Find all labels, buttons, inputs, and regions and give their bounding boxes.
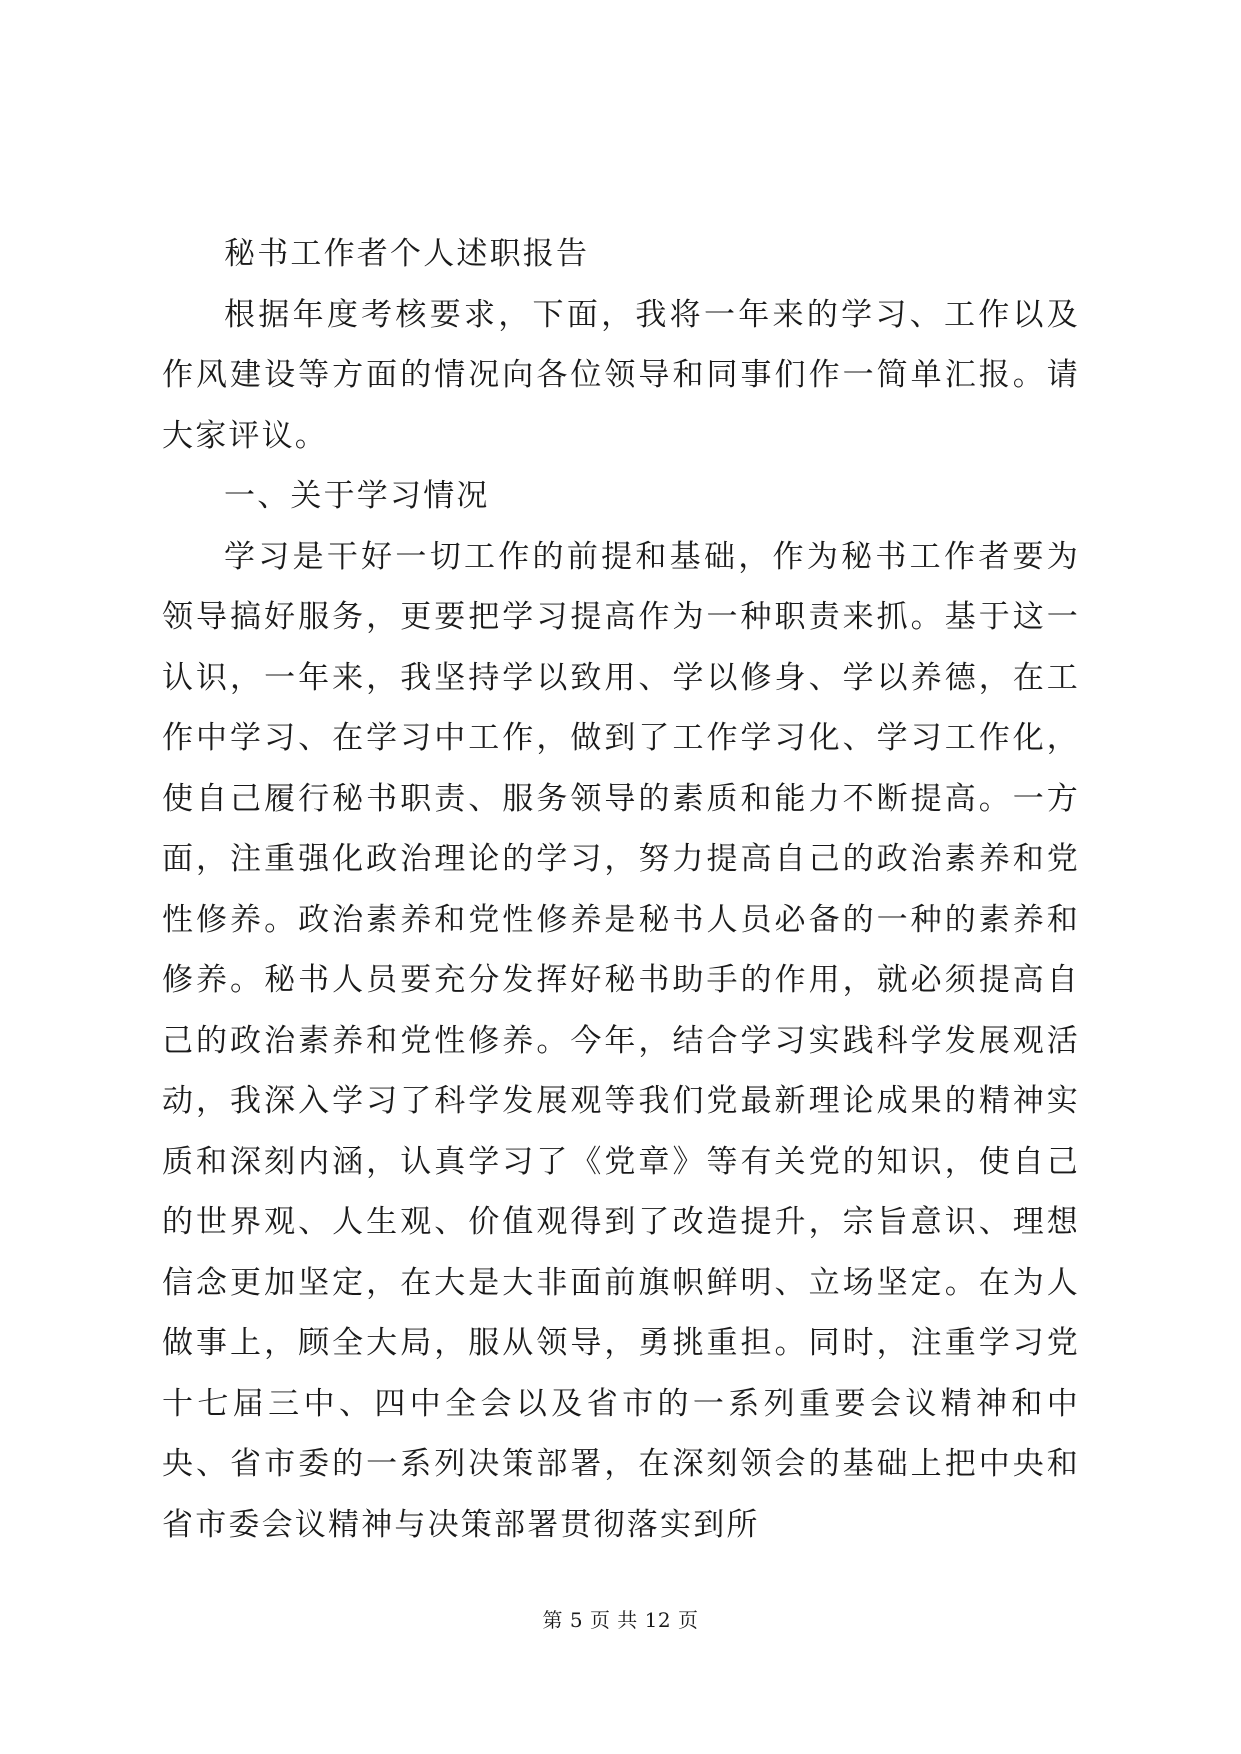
- paragraph-study: 学习是干好一切工作的前提和基础，作为秘书工作者要为领导搞好服务，更要把学习提高作为一种职责来抓。基于这一认识，一年来，我坚持学以致用、学以修身、学以养德，在工作中学习、在学习中工作，做到了工作学习化、学习工作化，使自己履行秘书职责、服务领导的素质和能力不断提高。一方面，注重强化政治理论的学习，努力提高自己的政治素养和党性修养。政治素养和党性修养是秘书人员必备的一种的素养和修养。秘书人员要充分发挥好秘书助手的作用，就必须提高自己的政治素养和党性修养。今年，结合学习实践科学发展观活动，我深入学习了科学发展观等我们党最新理论成果的精神实质和深刻内涵，认真学习了《党章》等有关党的知识，使自己的世界观、人生观、价值观得到了改造提升，宗旨意识、理想信念更加坚定，在大是大非面前旗帜鲜明、立场坚定。在为人做事上，顾全大局，服从领导，勇挑重担。同时，注重学习党十七届三中、四中全会以及省市的一系列重要会议精神和中央、省市委的一系列决策部署，在深刻领会的基础上把中央和省市委会议精神与决策部署贯彻落实到所: [162, 538, 1080, 1543]
- document-title: 秘书工作者个人述职报告: [224, 236, 590, 272]
- page-number: 第 5 页 共 12 页: [542, 1608, 699, 1632]
- document-body: [162, 224, 1080, 1555]
- section-heading-study: 一、关于学习情况: [224, 478, 490, 514]
- paragraph-intro: 根据年度考核要求，下面，我将一年来的学习、工作以及作风建设等方面的情况向各位领导和同事们作一简单汇报。请大家评议。: [162, 296, 1080, 454]
